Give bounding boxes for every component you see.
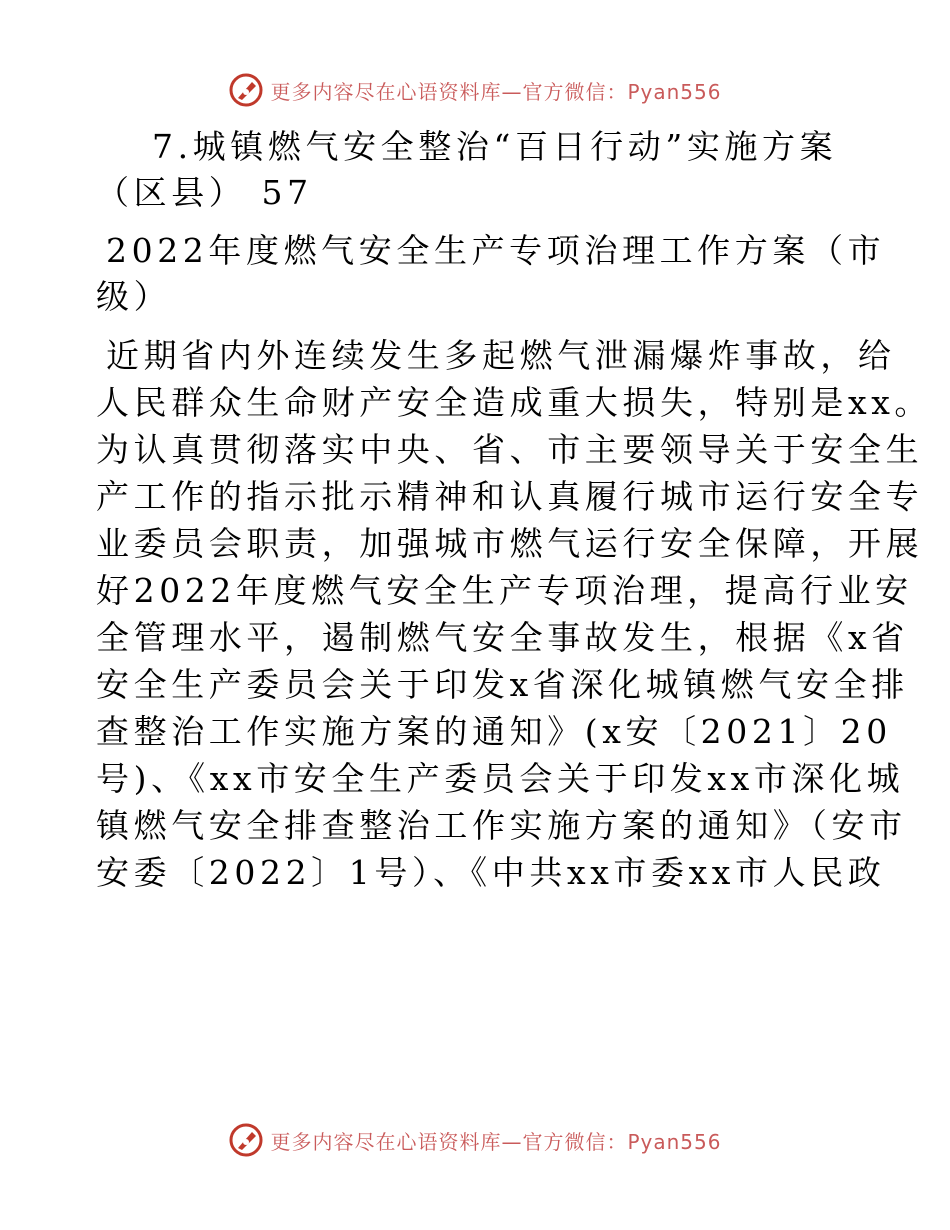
paragraph-line: 人民群众生命财产安全造成重大损失，特别是xx。 — [96, 383, 933, 422]
paragraph-line: 好2022年度燃气安全生产专项治理，提高行业安 — [96, 571, 913, 610]
document-body — [96, 124, 933, 896]
watermark-header — [0, 70, 950, 110]
paragraph-line: 近期省内外连续发生多起燃气泄漏爆炸事故，给 — [106, 336, 896, 375]
heading-line: （区县） 57 — [96, 173, 313, 212]
heading-item-7 — [96, 124, 856, 216]
paragraph-line: 安委〔2022〕1号）、《中共xx市委xx市人民政 — [96, 853, 886, 892]
paragraph-line: 全管理水平，遏制燃气安全事故发生，根据《x省 — [96, 618, 909, 657]
watermark-footer — [0, 1120, 950, 1160]
paragraph-line: 安全生产委员会关于印发x省深化城镇燃气安全排 — [96, 665, 909, 704]
paragraph-line: 为认真贯彻落实中央、省、市主要领导关于安全生 — [96, 430, 924, 469]
paragraph-line: 业委员会职责，加强城市燃气运行安全保障，开展 — [96, 524, 924, 563]
paragraph-line: 产工作的指示批示精神和认真履行城市运行安全专 — [96, 477, 924, 516]
section-title — [96, 228, 886, 320]
pen-logo-icon — [228, 1122, 264, 1158]
watermark-text: 更多内容尽在心语资料库—官方微信：Pyan556 — [270, 1129, 722, 1154]
section-title-line: 2022年度燃气安全生产专项治理工作方案（市 — [106, 231, 886, 270]
watermark-text: 更多内容尽在心语资料库—官方微信：Pyan556 — [270, 79, 722, 104]
section-title-line: 级） — [96, 277, 172, 316]
paragraph-line: 查整治工作实施方案的通知》(x安〔2021〕20 — [96, 712, 892, 751]
paragraph-line: 号)、《xx市安全生产委员会关于印发xx市深化城 — [96, 759, 905, 798]
paragraph-line: 镇燃气安全排查整治工作实施方案的通知》（安市 — [96, 806, 907, 845]
body-paragraph — [96, 332, 933, 896]
pen-logo-icon — [228, 72, 264, 108]
heading-line: 7.城镇燃气安全整治“百日行动”实施方案 — [152, 127, 838, 166]
